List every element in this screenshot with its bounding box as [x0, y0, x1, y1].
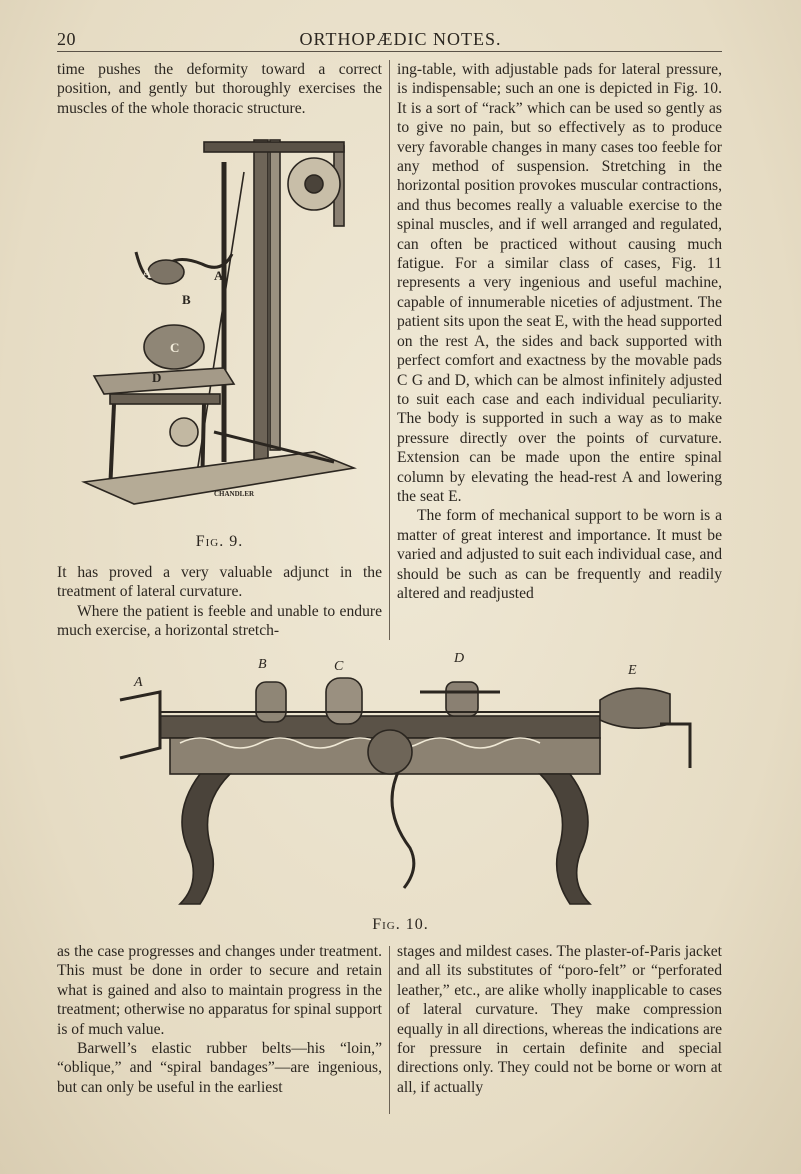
- right-column-top: [397, 60, 722, 603]
- figure-10-illustration: [100, 648, 700, 913]
- fig10-label-a: A: [134, 675, 143, 690]
- paragraph: time pushes the deformity toward a correct position, and gently but thoroughly exercises the muscles of the whole thoracic structure.: [57, 61, 382, 117]
- paragraph: Barwell’s elastic rubber belts—his “loin,” “oblique,” and “spiral bandages”—are ingenious, but can only be useful in the earliest: [57, 1040, 382, 1096]
- left-column-top: [57, 60, 382, 118]
- page-header: [0, 27, 801, 51]
- fig9-label-d: D: [152, 370, 162, 385]
- paragraph: ing-table, with adjustable pads for lateral pressure, is indispensable; such an one is depicted in Fig. 10. It is a sort of “rack” which can be used so gently as to give no pain, but so effectively as to produce very favorable changes in many cases too feeble for any method of suspension. Stretching in the horizontal position provokes muscular contractions, and thus becomes really a valuable exercise to the spinal muscles, and if well arranged and regulated, can often be practiced without causing much fatigue. For a similar class of cases, Fig. 11 represents a very ingenious and useful machine, capable of innumerable niceties of adjustment. The patient sits upon the seat E, with the head supported on the rest A, the sides and back supported with perfect comfort and exactness by the movable pads C G and D, which can be almost infinitely adjusted to suit each case and each individual peculiarity. The body is supported in such a way as to make pressure directly over the points of curvature. Extension can be made upon the entire spinal column by elevating the head-rest A and lowering the seat E.: [397, 61, 722, 505]
- fig10-label-e: E: [628, 663, 637, 678]
- left-column-bottom: [57, 942, 382, 1097]
- fig10-label-c: C: [334, 659, 344, 674]
- left-column-middle: [57, 563, 382, 641]
- page-number: 20: [57, 29, 76, 49]
- column-divider-top: [389, 60, 390, 640]
- figure-9-caption: Fig. 9.: [195, 533, 244, 550]
- header-rule: [57, 51, 722, 52]
- figure-9-illustration: [74, 132, 366, 524]
- running-title: ORTHOPÆDIC NOTES.: [299, 29, 502, 49]
- fig9-label-a-left: A: [142, 266, 152, 281]
- paragraph: stages and mildest cases. The plaster-of-Paris jacket and all its substitutes of “poro-felt” or “perforated leather,” etc., are alike wholly inapplicable to cases of lateral curvature. They make compression equally in all directions, whereas the indications are for pressure in certain definite and special directions only. They could not be borne or worn at all, if actually: [397, 943, 722, 1096]
- paragraph: Where the patient is feeble and unable to endure much exercise, a horizontal stretch-: [57, 602, 382, 640]
- paragraph: as the case progresses and changes under treatment. This must be done in order to secure and retain what is gained and also to maintain progress in the treatment; otherwise no apparatus for spinal support is of much value.: [57, 943, 382, 1038]
- right-column-bottom: [397, 942, 722, 1097]
- fig9-maker-mark: CHANDLER: [214, 490, 255, 498]
- figure-10-caption: Fig. 10.: [372, 916, 429, 933]
- paragraph: It has proved a very valuable adjunct in the treatment of lateral curvature.: [57, 564, 382, 601]
- fig10-label-d: D: [454, 651, 465, 666]
- fig10-label-b: B: [258, 657, 267, 672]
- fig9-label-a-right: A: [214, 268, 224, 283]
- column-divider-bottom: [389, 946, 390, 1114]
- paragraph: The form of mechanical support to be worn is a matter of great interest and importance. It must be varied and adjusted to suit each individual case, and should be such as can be frequently and readily altered and readjusted: [397, 507, 722, 602]
- fig9-label-c: C: [170, 340, 180, 355]
- fig9-label-b: B: [182, 292, 191, 307]
